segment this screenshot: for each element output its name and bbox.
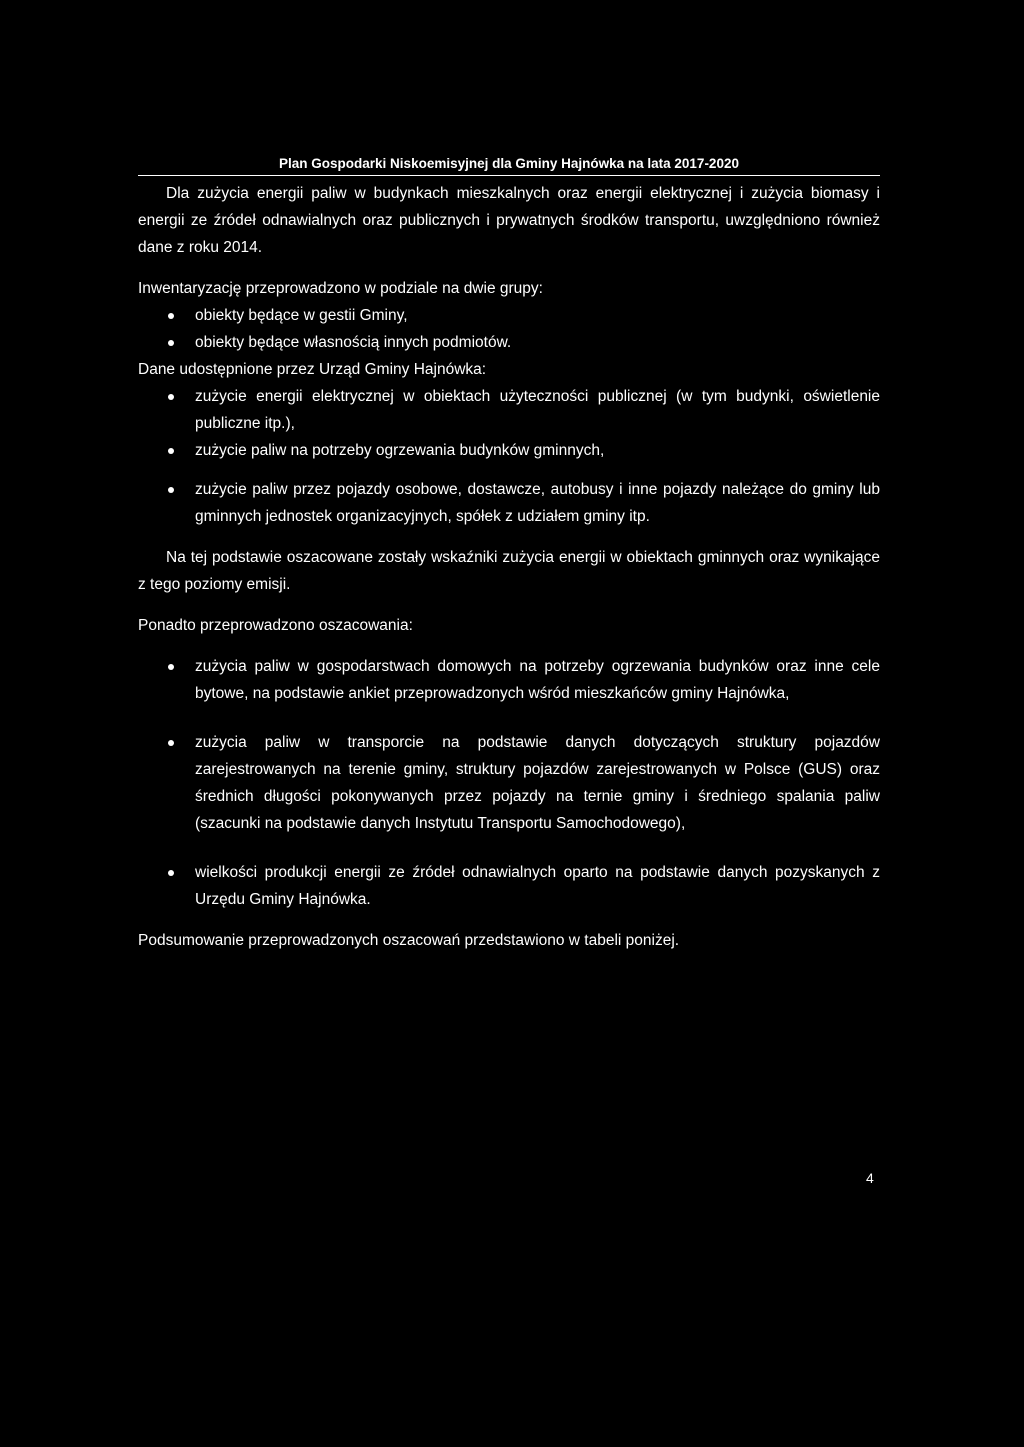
document-body xyxy=(138,180,880,954)
intro-paragraph: Dla zużycia energii paliw w budynkach mieszkalnych oraz energii elektrycznej i zużycia biomasy i energii ze źródeł odnawialnych oraz publicznych i prywatnych środków transportu, uwzględniono również dane z roku 2014. xyxy=(138,185,880,256)
running-header: Plan Gospodarki Niskoemisyjnej dla Gminy Hajnówka na lata 2017-2020 xyxy=(279,156,739,171)
list-item: zużycie paliw na potrzeby ogrzewania budynków gminnych, xyxy=(138,437,880,464)
list-item: obiekty będące w gestii Gminy, xyxy=(138,302,880,329)
list-item: obiekty będące własnością innych podmiotów. xyxy=(138,329,880,356)
list-item: zużycia paliw w transporcie na podstawie danych dotyczących struktury pojazdów zarejestrowanych na terenie gminy, struktury pojazdów zarejestrowanych w Polsce (GUS) oraz średnich długości pokonywanych przez pojazdy na ternie gminy i średniego spalania paliw (szacunki na podstawie danych Instytutu Transportu Samochodowego), xyxy=(138,729,880,837)
list-item: zużycia paliw w gospodarstwach domowych na potrzeby ogrzewania budynków oraz inne cele bytowe, na podstawie ankiet przeprowadzonych wśród mieszkańców gminy Hajnówka, xyxy=(138,653,880,707)
inventory-list xyxy=(138,302,880,356)
page-number: 4 xyxy=(866,1170,874,1186)
data-lead: Dane udostępnione przez Urząd Gminy Hajnówka: xyxy=(138,361,487,378)
list-item: zużycie energii elektrycznej w obiektach użyteczności publicznej (w tym budynki, oświetlenie publiczne itp.), xyxy=(138,383,880,437)
summary-paragraph: Podsumowanie przeprowadzonych oszacowań przedstawiono w tabeli poniżej. xyxy=(138,932,680,949)
estimates-lead: Ponadto przeprowadzono oszacowania: xyxy=(138,617,413,634)
header-rule xyxy=(138,175,880,176)
basis-paragraph: Na tej podstawie oszacowane zostały wskaźniki zużycia energii w obiektach gminnych oraz wynikające z tego poziomy emisji. xyxy=(138,549,880,593)
data-list xyxy=(138,383,880,530)
inventory-lead: Inwentaryzację przeprowadzono w podziale na dwie grupy: xyxy=(138,280,543,297)
estimates-list xyxy=(138,653,880,913)
list-item: wielkości produkcji energii ze źródeł odnawialnych oparto na podstawie danych pozyskanych z Urzędu Gminy Hajnówka. xyxy=(138,859,880,913)
list-item: zużycie paliw przez pojazdy osobowe, dostawcze, autobusy i inne pojazdy należące do gminy lub gminnych jednostek organizacyjnych, spółek z udziałem gminy itp. xyxy=(138,476,880,530)
